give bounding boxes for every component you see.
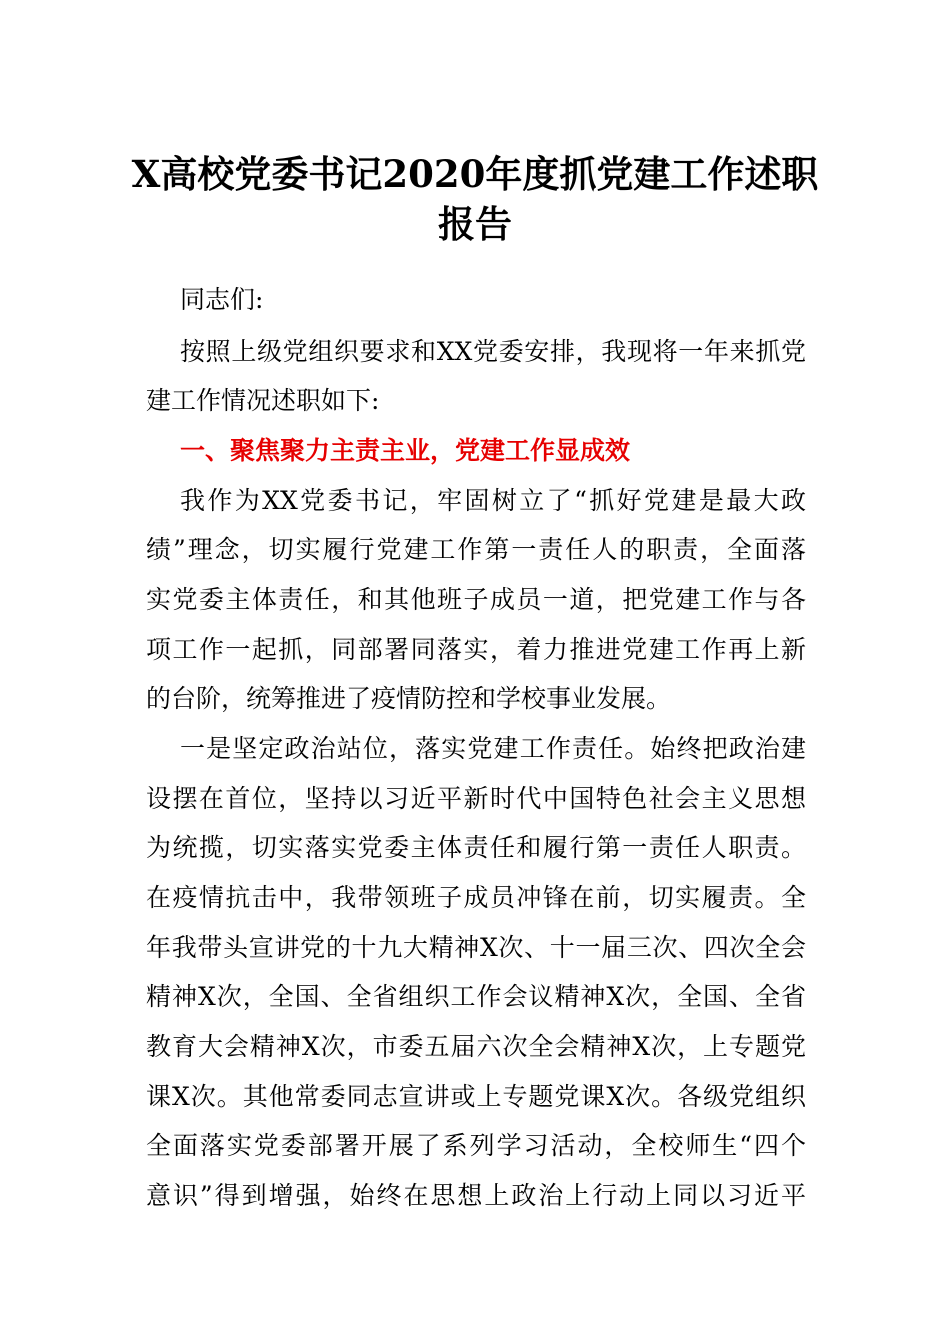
paragraph-line: 绩”理念，切实履行党建工作第一责任人的职责，全面落	[146, 535, 806, 564]
paragraph-line: 的台阶，统筹推进了疫情防控和学校事业发展。	[146, 684, 672, 713]
paragraph-line: 年我带头宣讲党的十九大精神X次、十一届三次、四次全会	[146, 933, 806, 962]
paragraph-line: 教育大会精神X次，市委五届六次全会精神X次，上专题党	[146, 1032, 806, 1061]
intro-line: 按照上级党组织要求和XX党委安排，我现将一年来抓党	[180, 337, 806, 366]
paragraph-line: 一是坚定政治站位，落实党建工作责任。始终把政治建	[180, 734, 806, 763]
intro-line: 建工作情况述职如下:	[146, 386, 380, 415]
document-title-line-2: 报告	[438, 202, 512, 246]
paragraph-line: 精神X次，全国、全省组织工作会议精神X次，全国、全省	[146, 982, 806, 1011]
paragraph-line: 实党委主体责任，和其他班子成员一道，把党建工作与各	[146, 585, 806, 614]
section-heading: 一、聚焦聚力主责主业，党建工作显成效	[180, 436, 631, 465]
paragraph-line: 设摆在首位，坚持以习近平新时代中国特色社会主义思想	[146, 784, 806, 813]
paragraph-line: 意识”得到增强，始终在思想上政治上行动上同以习近平	[146, 1181, 806, 1210]
paragraph-line: 项工作一起抓，同部署同落实，着力推进党建工作再上新	[146, 635, 806, 664]
document-title-line-1: X高校党委书记2020年度抓党建工作述职	[131, 152, 819, 196]
paragraph-line: 在疫情抗击中，我带领班子成员冲锋在前，切实履责。全	[146, 883, 806, 912]
salutation: 同志们:	[180, 285, 264, 314]
paragraph-line: 全面落实党委部署开展了系列学习活动，全校师生“四个	[146, 1131, 806, 1160]
paragraph-line: 为统揽，切实落实党委主体责任和履行第一责任人职责。	[146, 833, 806, 862]
paragraph-line: 课X次。其他常委同志宣讲或上专题党课X次。各级党组织	[146, 1082, 806, 1111]
paragraph-line: 我作为XX党委书记，牢固树立了“抓好党建是最大政	[180, 486, 806, 515]
